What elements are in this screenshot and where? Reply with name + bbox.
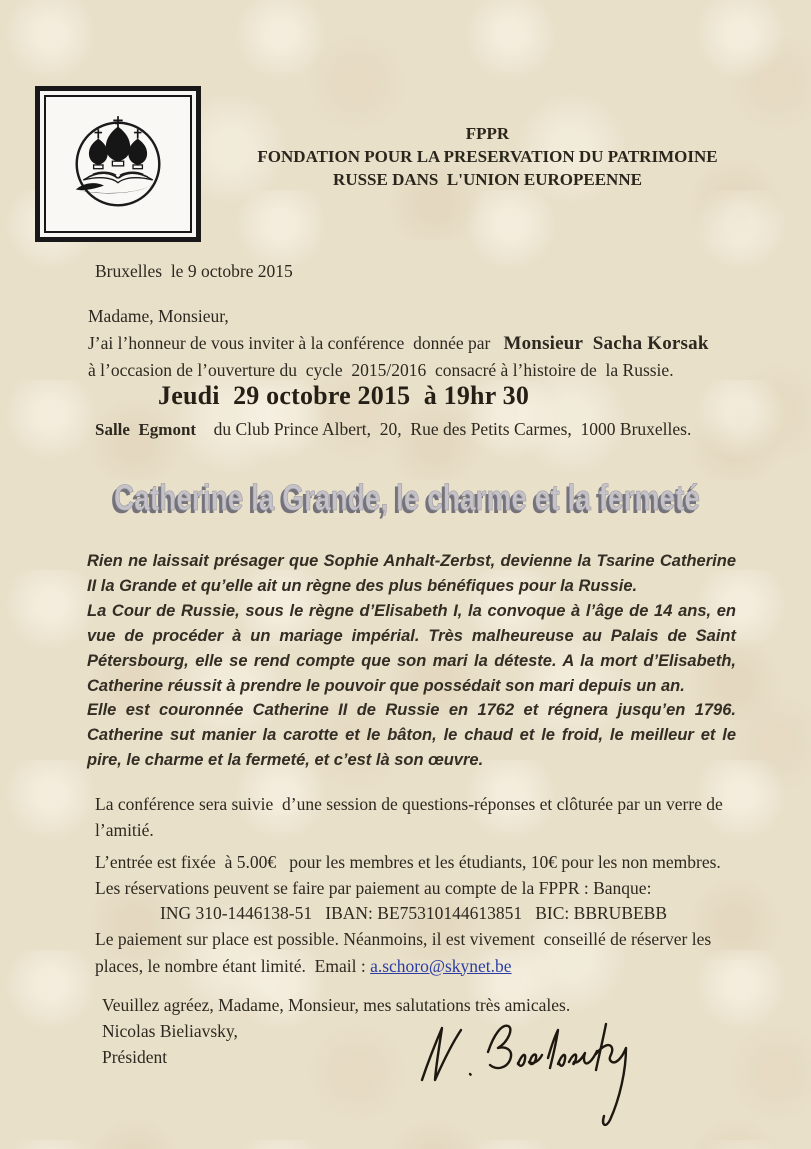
org-name-line2: RUSSE DANS L'UNION EUROPEENNE (333, 170, 642, 189)
abstract-paragraph-3: Elle est couronnée Catherine II de Russie en 1762 et régnera jusqu’en 1796. Catherine sut manier la carotte et le bâton, le chaud et le froid, le meilleur et le pire, le charme et la fermeté, et c’est là son œuvre. (87, 701, 736, 770)
abstract-paragraph-2: La Cour de Russie, sous le règne d’Elisabeth I, la convoque à l’âge de 14 ans, en vue de procéder à un mariage impérial. Très malheureuse au Palais de Saint Pétersbourg, elle se rend compte que son mari la déteste. A la mort d’Elisabeth, Catherine réussit à prendre le pouvoir que possédait son mari depuis un an. (87, 601, 736, 695)
signer-name: Nicolas Bieliavsky, (102, 1021, 238, 1041)
valediction: Veuillez agréez, Madame, Monsieur, mes salutations très amicales. (102, 995, 571, 1015)
speaker-name: Monsieur Sacha Korsak (503, 333, 709, 354)
salutation: Madame, Monsieur, (88, 306, 229, 326)
intro-line2: à l’occasion de l’ouverture du cycle 2015/2016 consacré à l’histoire de la Russie. (88, 360, 674, 380)
signature-strokes (422, 1024, 626, 1125)
bank-details: ING 310-1446138-51 IBAN: BE75310144613851 BIC: BBRUBEBB (160, 903, 668, 923)
event-datetime: Jeudi 29 octobre 2015 à 19hr 30 (158, 381, 530, 410)
fppr-logo-frame (44, 95, 192, 233)
fppr-logo (35, 86, 201, 242)
dateline: Bruxelles le 9 octobre 2015 (95, 261, 293, 281)
lecture-title-text: Catherine la Grande, le charme et la fermeté (114, 477, 700, 518)
payment-note (95, 926, 750, 979)
lecture-title-shadow: Catherine la Grande, le charme et la fermeté (111, 480, 697, 521)
signature (408, 1008, 663, 1140)
church-domes-book-icon (57, 106, 179, 222)
email-link[interactable]: a.schoro@skynet.be (370, 955, 512, 976)
followup-paragraph: La conférence sera suivie d’une session de questions-réponses et clôturée par un verre de l’amitié. (95, 794, 728, 840)
payment-note-text: Le paiement sur place est possible. Néanmoins, il est vivement conseillé de réserver les places, le nombre étant limité. Email : (95, 929, 716, 976)
venue-line (95, 419, 691, 440)
org-name-line1: FONDATION POUR LA PRESERVATION DU PATRIMOINE (257, 147, 718, 166)
venue-name: Salle Egmont (95, 420, 197, 439)
org-header (200, 122, 775, 191)
signer-title: Président (102, 1047, 168, 1067)
org-acronym: FPPR (465, 124, 510, 143)
entry-fee-line: L’entrée est fixée à 5.00€ pour les membres et les étudiants, 10€ pour les non membres. (95, 852, 721, 872)
intro-paragraph (88, 330, 763, 383)
abstract-block (87, 549, 736, 773)
abstract-paragraph-1: Rien ne laissait présager que Sophie Anhalt-Zerbst, devienne la Tsarine Catherine II la Grande et qu’elle ait un règne des plus bénéfiques pour la Russie. (87, 552, 736, 595)
lecture-title (95, 470, 720, 528)
venue-address: du Club Prince Albert, 20, Rue des Petits Carmes, 1000 Bruxelles. (196, 419, 692, 439)
reservation-line: Les réservations peuvent se faire par paiement au compte de la FPPR : Banque: (95, 878, 652, 898)
intro-line1: J’ai l’honneur de vous inviter à la conférence donnée par (88, 333, 504, 353)
